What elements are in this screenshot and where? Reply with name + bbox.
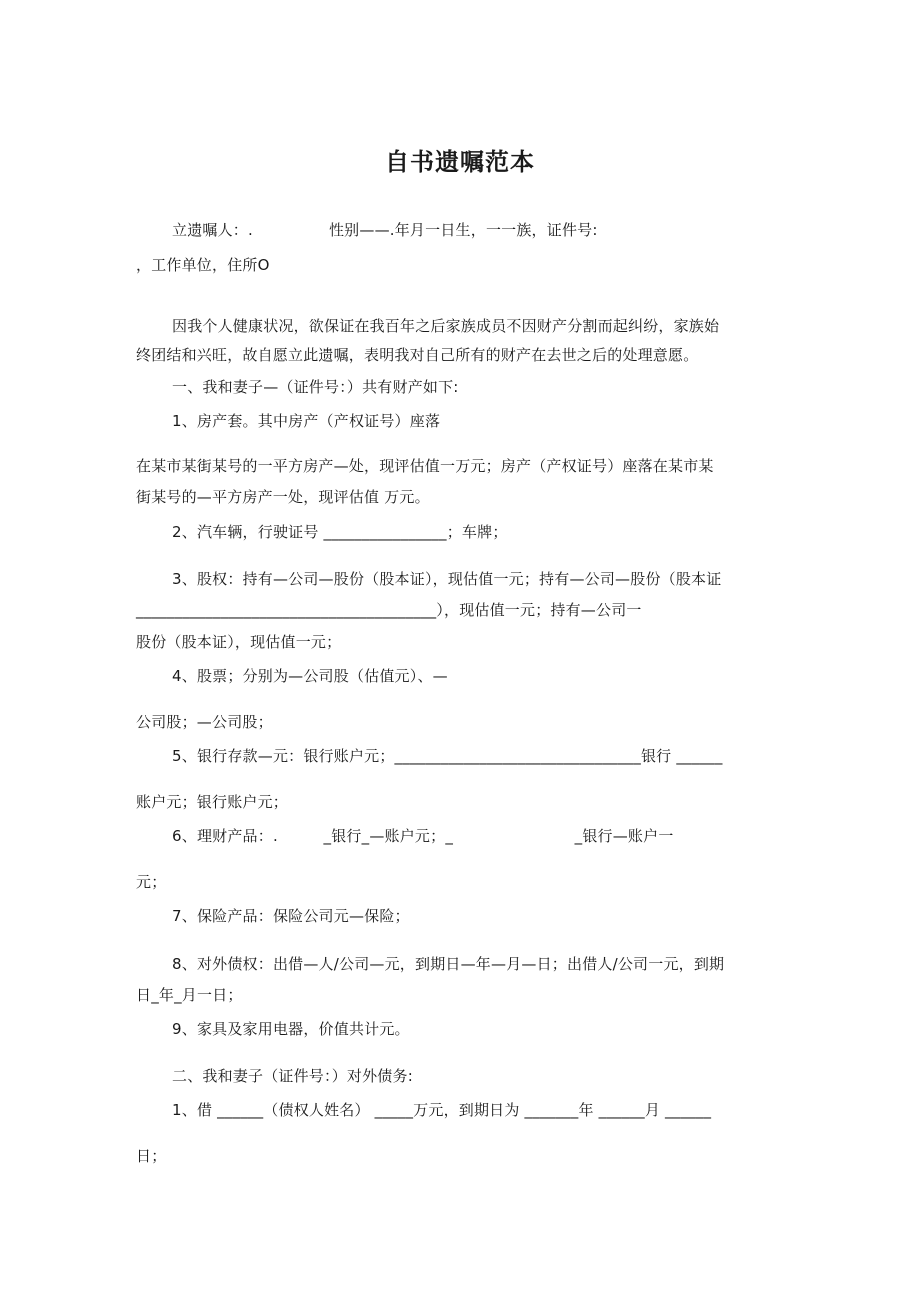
item-real-estate-detail: 在某市某街某号的一平方房产—处，现评估值一万元；房产（产权证号）座落在某市某 [136,457,714,475]
section-heading-debts: 二、我和妻子（证件号：）对外债务: [172,1067,413,1085]
item-vehicles: 2、汽车辆，行驶证号 ________________；车牌； [172,523,508,541]
item-claims: 8、对外债权：出借—人/公司—元，到期日—年—月—日；出借人/公司一元，到期 [172,955,725,973]
testator-info-line: 立遗嘱人：. 性别——.年月一日生，一一族，证件号: [172,221,598,239]
item-bank-deposits-detail: 账户元；银行账户元； [136,793,289,811]
item-claims-detail: 日_年_月一日； [136,986,243,1004]
item-wealth-products: 6、理财产品：. _银行_—账户元；_ _银行—账户一 [172,827,674,845]
item-bank-deposits: 5、银行存款—元：银行账户元；________________________________银行 ______ [172,747,723,765]
item-equity: 3、股权：持有—公司—股份（股本证），现估值一元；持有—公司—股份（股本证 [172,570,722,588]
item-equity-detail: 股份（股本证），现估值一元； [136,633,342,651]
item-debt: 1、借 ______（债权人姓名） _____万元，到期日为 _______年 ______月 ______ [172,1101,712,1119]
workplace-address-line: ，工作单位，住所O [136,256,270,274]
item-furniture: 9、家具及家用电器，价值共计元。 [172,1020,410,1038]
section-heading-joint-assets: 一、我和妻子—（证件号：）共有财产如下: [172,378,459,396]
item-wealth-products-detail: 元； [136,873,167,891]
intro-paragraph-line: 终团结和兴旺，故自愿立此遗嘱，表明我对自己所有的财产在去世之后的处理意愿。 [136,346,699,364]
item-insurance: 7、保险产品：保险公司元—保险； [172,907,410,925]
item-real-estate-detail: 街某号的—平方房产一处，现评估值 万元。 [136,488,430,506]
item-equity-detail: _______________________________________），现估值一元；持有—公司一 [136,601,642,619]
item-stocks-detail: 公司股；—公司股； [136,713,273,731]
document-title: 自书遗嘱范本 [385,148,535,176]
item-real-estate: 1、房产套。其中房产（产权证号）座落 [172,412,441,430]
item-stocks: 4、股票；分别为—公司股（估值元）、— [172,667,448,685]
item-debt-detail: 日； [136,1147,167,1165]
intro-paragraph-line: 因我个人健康状况，欲保证在我百年之后家族成员不因财产分割而起纠纷，家族始 [172,317,720,335]
